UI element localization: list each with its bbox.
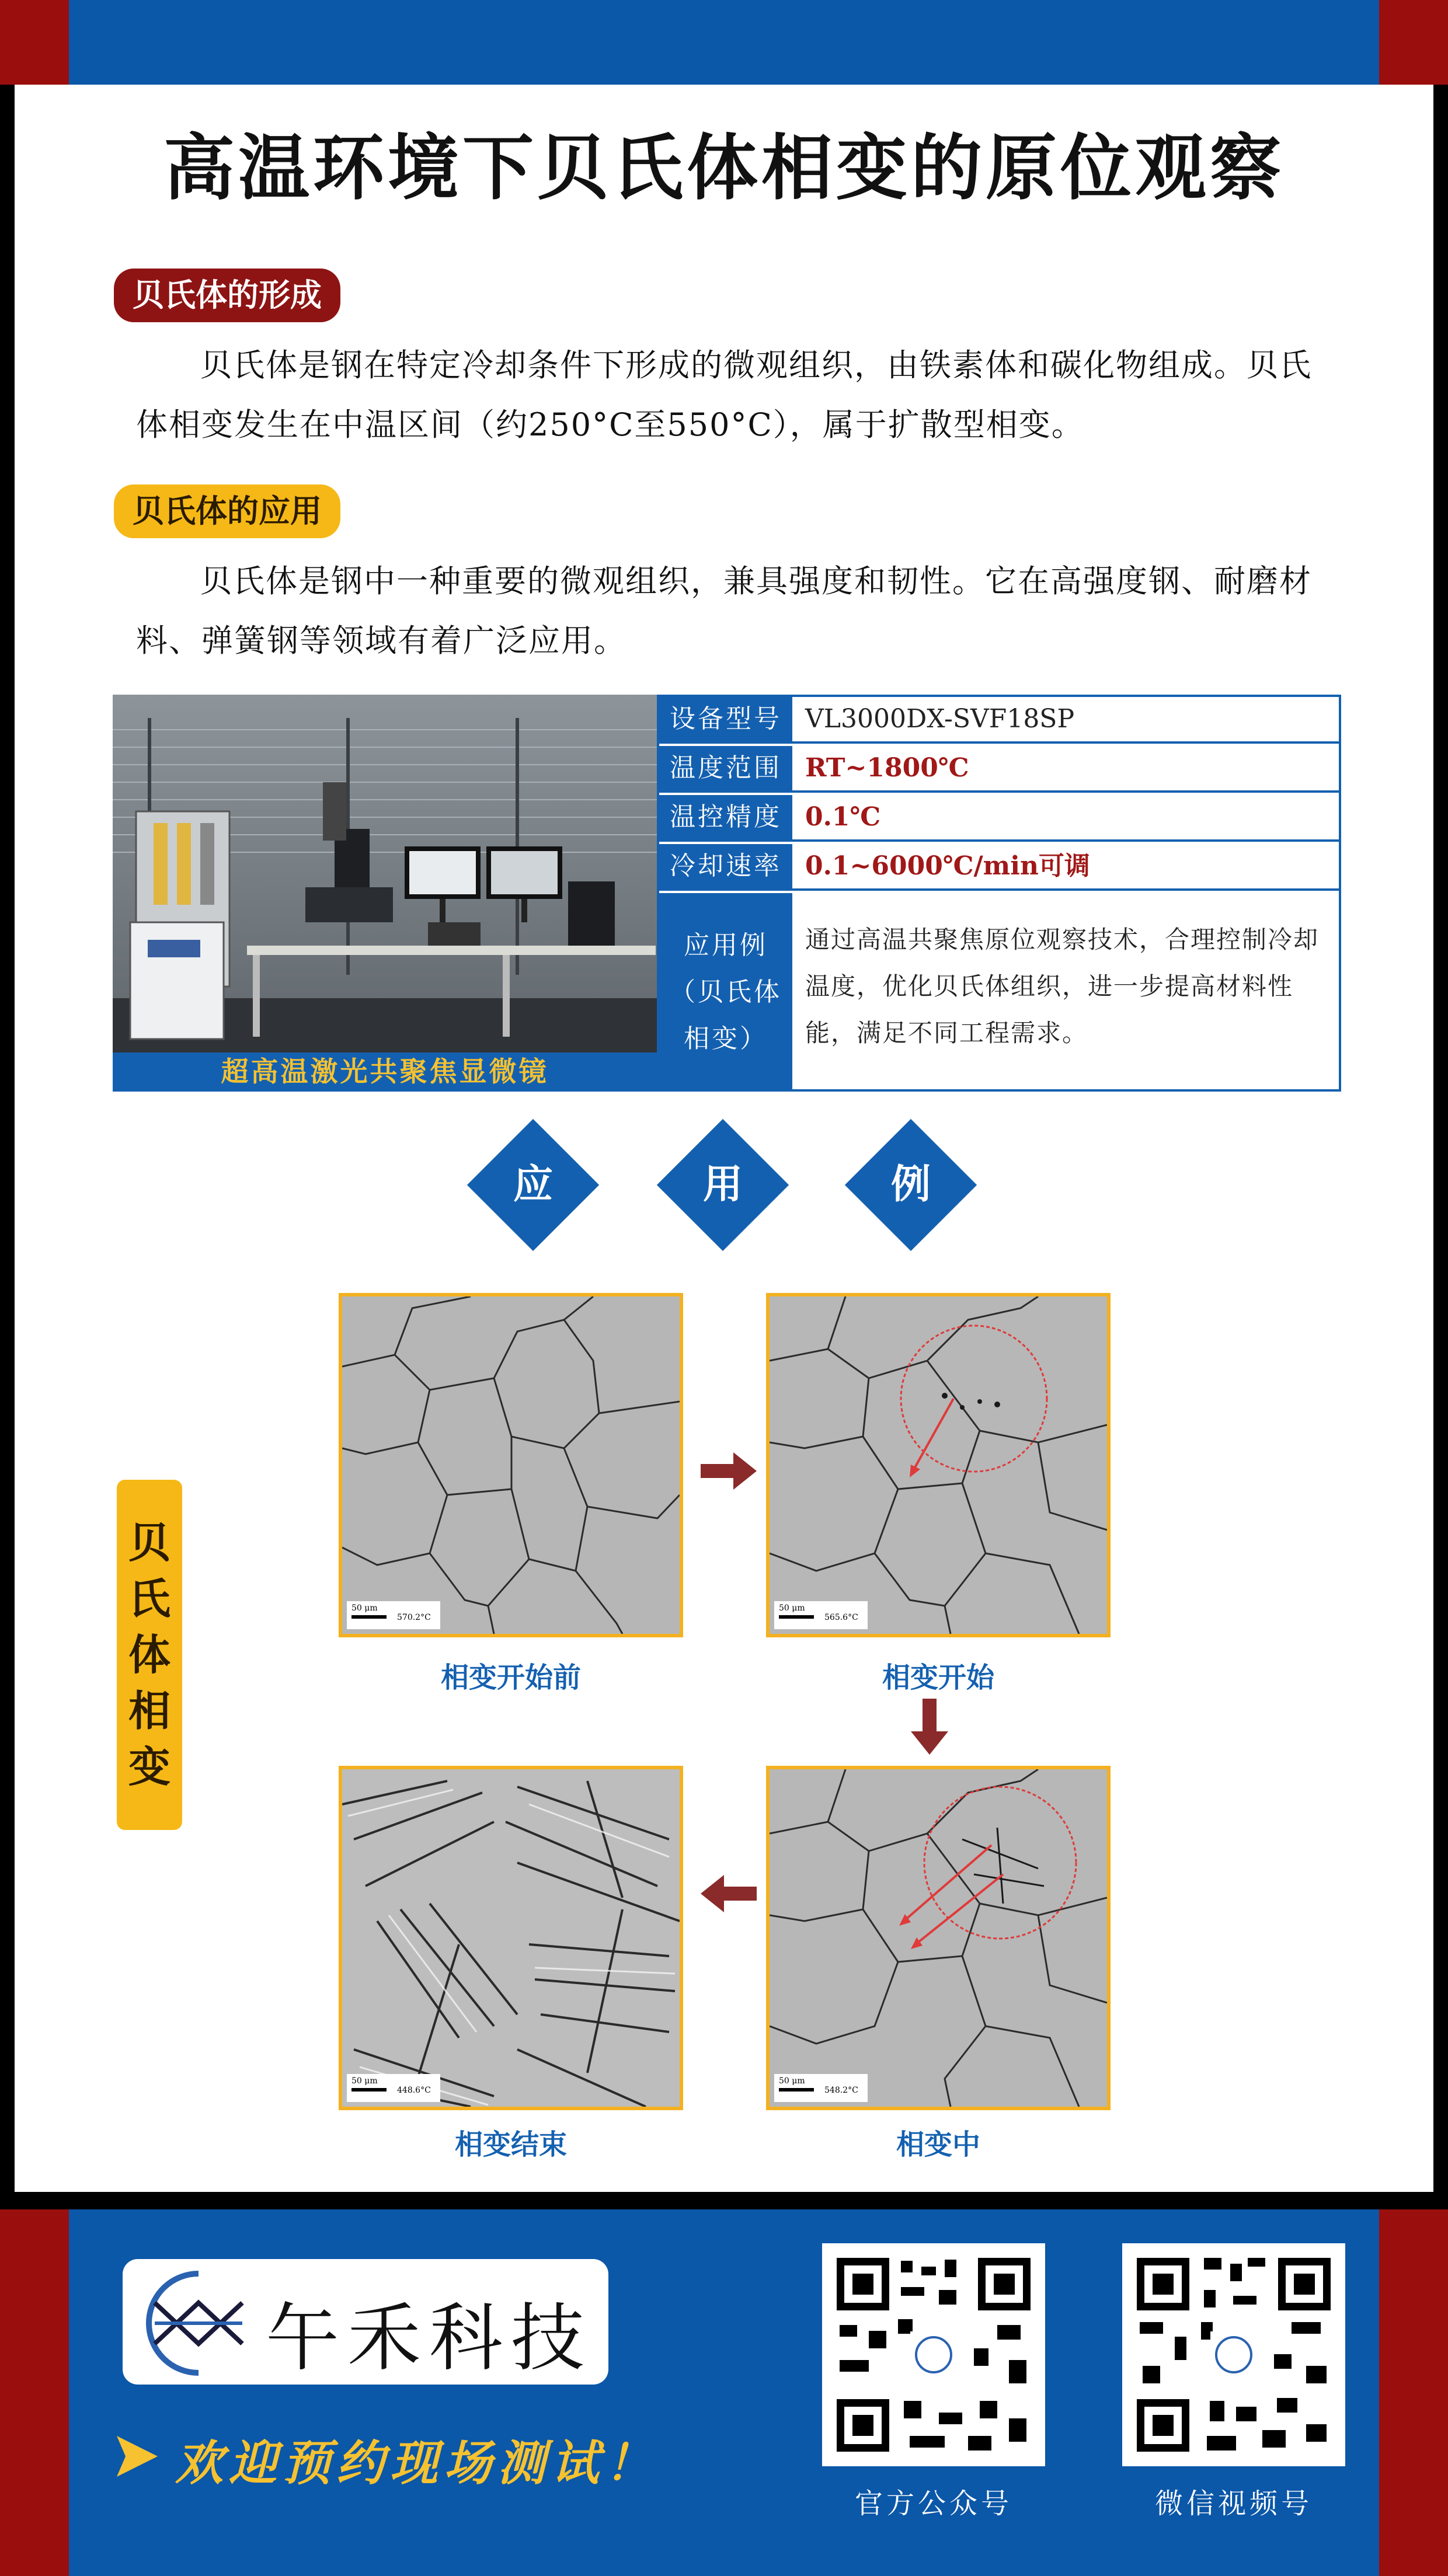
scale-line — [351, 1615, 387, 1619]
microscope-lab-photo — [113, 695, 657, 1092]
scale-label: 50 μm — [779, 2076, 805, 2086]
arrow-left-icon — [701, 1875, 757, 1912]
temperature-label: 548.2°C — [824, 2086, 858, 2095]
spec-value: RT~1800℃ — [805, 753, 969, 783]
arrow-down-icon — [911, 1699, 948, 1755]
spec-value: 0.1~6000℃/min可调 — [805, 851, 1090, 881]
micrograph-caption: 相变结束 — [454, 2128, 567, 2161]
section-heading-application: 贝氏体的应用 — [114, 484, 340, 538]
diamond-label: 用 — [702, 1162, 743, 1208]
micrograph-caption: 相变中 — [896, 2128, 980, 2161]
top-banner-left-accent — [0, 0, 69, 85]
qr-caption: 官方公众号 — [854, 2487, 1012, 2520]
micrograph-caption: 相变开始 — [882, 1661, 994, 1694]
spec-value: 0.1℃ — [805, 802, 881, 832]
scale-line — [779, 1615, 814, 1619]
side-tag-text: 贝氏体相变 — [128, 1518, 171, 1791]
scale-label: 50 μm — [779, 1604, 805, 1613]
footer-right-accent — [1379, 2209, 1448, 2576]
section-heading-formation: 贝氏体的形成 — [114, 269, 340, 322]
spec-row-temperature-range — [659, 746, 1339, 793]
scale-bar — [774, 1601, 868, 1629]
spec-table — [657, 695, 1341, 1092]
spec-key: 设备型号 — [659, 697, 792, 741]
qr-code-icon — [1122, 2243, 1345, 2466]
qr-code-icon — [822, 2243, 1045, 2466]
spec-row-temperature-precision — [659, 795, 1339, 842]
top-banner — [0, 0, 1448, 85]
top-banner-right-accent — [1379, 0, 1448, 85]
bainite-texture — [342, 1769, 680, 2107]
spec-row-cooling-rate — [659, 844, 1339, 891]
scale-line — [779, 2088, 814, 2092]
scale-line — [351, 2088, 387, 2092]
application-key-line: 应用例 — [684, 930, 768, 960]
lab-photo-illustration — [113, 695, 657, 1092]
scale-label: 50 μm — [351, 1604, 378, 1613]
arrow-right-icon — [701, 1452, 757, 1490]
micrograph-caption: 相变开始前 — [440, 1661, 581, 1694]
company-logo-icon — [143, 2268, 254, 2379]
slogan: 欢迎预约现场测试！ — [175, 2436, 659, 2491]
scale-bar — [347, 1601, 440, 1629]
micrograph-transformation-end — [339, 1766, 683, 2110]
company-name: 午禾科技 — [266, 2295, 593, 2381]
formation-paragraph: 贝氏体是钢在特定冷却条件下形成的微观组织，由铁素体和碳化物组成。贝氏体相变发生在中温区间（约250°C至550°C），属于扩散型相变。 — [136, 347, 1312, 443]
spec-key: 冷却速率 — [659, 844, 792, 888]
spec-value-application: 通过高温共聚焦原位观察技术，合理控制冷却温度，优化贝氏体组织，进一步提高材料性能，满足不同工程需求。 — [805, 925, 1320, 1047]
temperature-label: 565.6°C — [824, 1613, 858, 1622]
micrograph-transformation-start — [766, 1293, 1111, 1637]
spec-key: 温度范围 — [659, 746, 792, 790]
photo-caption: 超高温激光共聚焦显微镜 — [113, 1052, 657, 1092]
application-key-line: （贝氏体 — [670, 977, 782, 1007]
scale-bar — [774, 2074, 868, 2102]
scale-label: 50 μm — [351, 2076, 378, 2086]
qr-caption: 微信视频号 — [1154, 2487, 1313, 2520]
grain-texture — [770, 1769, 1107, 2107]
spec-row-model — [659, 697, 1339, 744]
diamond-label: 例 — [890, 1162, 931, 1208]
application-paragraph: 贝氏体是钢中一种重要的微观组织，兼具强度和韧性。它在高强度钢、耐磨材料、弹簧钢等领域有着广泛应用。 — [136, 563, 1312, 659]
side-tag — [117, 1480, 182, 1830]
page-title: 高温环境下贝氏体相变的原位观察 — [163, 127, 1285, 210]
application-key-line: 相变） — [684, 1024, 768, 1054]
qr-code-video-account[interactable] — [1122, 2243, 1345, 2466]
temperature-label: 448.6°C — [397, 2086, 431, 2095]
spec-key: 温控精度 — [659, 795, 792, 839]
qr-code-official-account[interactable] — [822, 2243, 1045, 2466]
spec-key-application — [659, 893, 792, 1089]
grain-texture — [342, 1296, 680, 1634]
footer-left-accent — [0, 2209, 69, 2576]
grain-texture — [770, 1296, 1107, 1634]
diamond-label: 应 — [513, 1162, 553, 1208]
spec-value: VL3000DX-SVF18SP — [805, 704, 1075, 734]
scale-bar — [347, 2074, 440, 2102]
micrograph-before — [339, 1293, 683, 1637]
micrograph-transformation-during — [766, 1766, 1111, 2110]
temperature-label: 570.2°C — [397, 1613, 431, 1622]
play-arrow-icon — [114, 2433, 161, 2480]
